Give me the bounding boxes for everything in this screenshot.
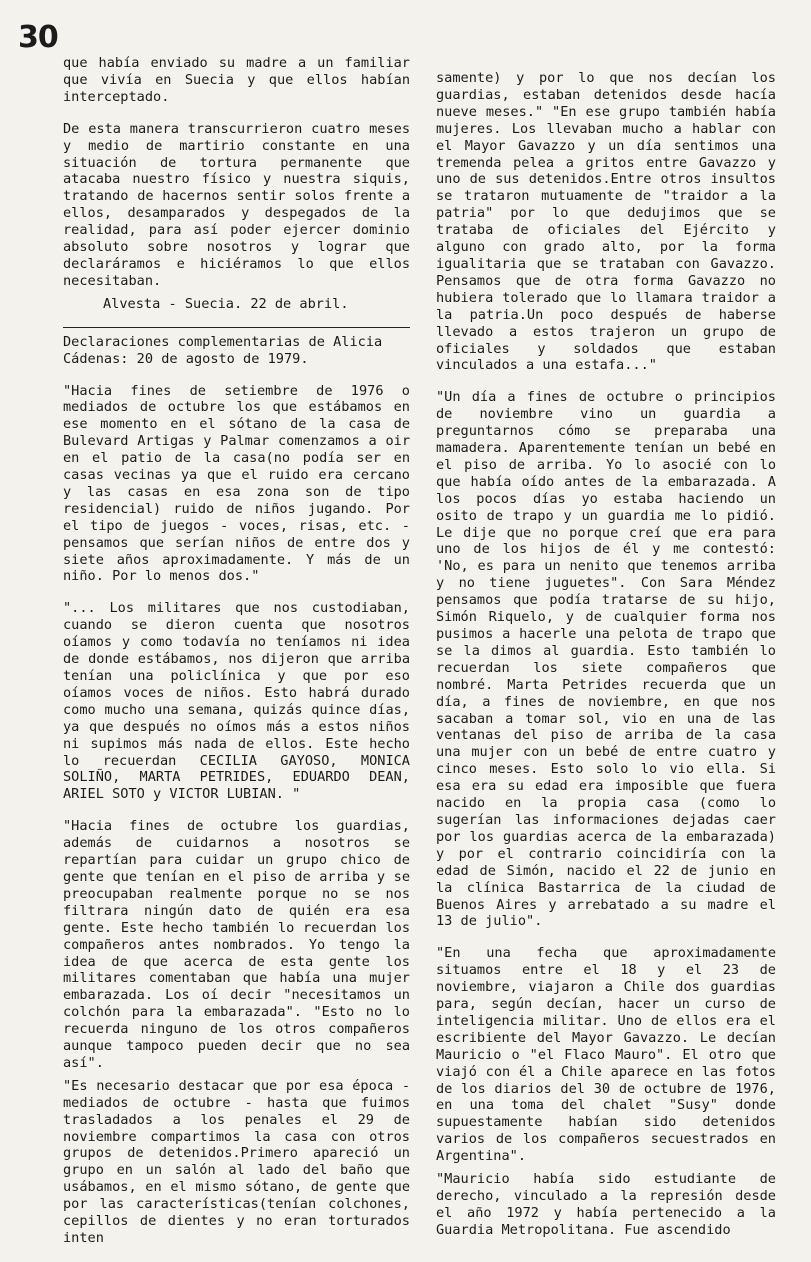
right-column xyxy=(436,70,776,1254)
left-column xyxy=(63,55,410,1262)
left-paragraph-4: "... Los militares que nos custodiaban, cuando se dieron cuenta que nosotros oíamos y como todavía no teníamos ni idea de donde estábamos, nos dijeron que arriba tenían una policlínica y que por eso oíamos voces de niños. Esto habrá durado como mucho una semana, quizás quince días, ya que después no oímos más a estos niños ni supimos más nada de ellos. Este hecho lo recuerdan CECILIA GAYOSO, MONICA SOLIÑO, MARTA PETRIDES, EDUARDO DEAN, ARIEL SOTO y VICTOR LUBIAN. " xyxy=(63,600,410,803)
left-paragraph-6: "Es necesario destacar que por esa época - mediados de octubre - hasta que fuimos trasladados a los penales el 29 de noviembre compartimos la casa con otros grupos de detenidos.Primero apareció un grupo en un salón al lado del baño que usábamos, en el mismo sótano, de gente que por las características(tenían colchones, cepillos de dientes y no eran torturados inten xyxy=(63,1077,410,1246)
right-paragraph-4: "Mauricio había sido estudiante de derecho, vinculado a la represión desde el año 1972 y había pertenecido a la Guardia Metropolitana. Fue ascendido xyxy=(436,1171,776,1238)
right-paragraph-1: samente) y por lo que nos decían los guardias, estaban detenidos desde hacía nueve meses." "En ese grupo también había mujeres. Los llevaban mucho a hablar con el Mayor Gavazzo y un día sentimos una tremenda pelea a gritos entre Gavazzo y uno de sus detenidos.Entre otros insultos se trataron mutuamente de "traidor a la patria" por lo que dedujimos que se trataba de oficiales del Ejército y alguno con grado alto, por la forma igualitaria que se trataban con Gavazzo. Pensamos que de otra forma Gavazzo no hubiera tolerado que lo llamara traidor a la patria.Un poco después de haberse llevado a estos trajeron un grupo de oficiales y soldados que estaban vinculados a una estafa..." xyxy=(436,70,776,374)
left-paragraph-3: "Hacia fines de setiembre de 1976 o mediados de octubre los que estábamos en ese momento en el sótano de la casa de Bulevard Artigas y Palmar comenzamos a oir en el patio de la casa(no podía ser en casas vecinas ya que el ruido era cercano y las casas en esa zona son de tipo residencial) ruido de niños jugando. Por el tipo de juegos - voces, risas, etc. - pensamos que serían niños de entre dos y siete años aproximadamente. Y más de un niño. Por lo menos dos." xyxy=(63,382,410,585)
left-paragraph-2: De esta manera transcurrieron cuatro meses y medio de martirio constante en una situación de tortura permanente que atacaba nuestro físico y nuestra siquis, tratando de hacernos sentir solos frente a ellos, desamparados y despegados de la realidad, para así poder ejercer dominio absoluto sobre nosotros y lograr que declaráramos e hiciéramos lo que ellos necesitaban. xyxy=(63,120,410,289)
signature-place-date: Alvesta - Suecia. 22 de abril. xyxy=(103,295,349,312)
right-paragraph-3: "En una fecha que aproximadamente situamos entre el 18 y el 23 de noviembre, viajaron a Chile dos guardias para, según decían, hacer un curso de inteligencia militar. Uno de ellos era el escribiente del Mayor Gavazzo. Le decían Mauricio o "el Flaco Mauro". El otro que viajó con él a Chile aparece en las fotos de los diarios del 30 de octubre de 1976, en una toma del chalet "Susy" donde supuestamente habían sido detenidos varios de los compañeros secuestrados en Argentina". xyxy=(436,945,776,1165)
page-number: 30 xyxy=(18,20,58,55)
section-divider xyxy=(63,327,410,328)
left-paragraph-5: "Hacia fines de octubre los guardias, además de cuidarnos a nosotros se repartían para cuidar un grupo chico de gente que tenían en el piso de arriba y se preocupaban realmente porque no se nos filtrara ningún dato de quién era esa gente. Este hecho también lo recuerdan los compañeros antes nombrados. Yo tengo la idea de que acerca de esta gente los militares comentaban que había una mujer embarazada. Los oí decir "necesitamos un colchón para la embarazada". "Esto no lo recuerda ninguno de los otros compañeros aunque tampoco pueden decir que no sea así". xyxy=(63,818,410,1071)
section-heading: Declaraciones complementarias de Alicia Cádenas: 20 de agosto de 1979. xyxy=(63,333,383,367)
right-paragraph-2: "Un día a fines de octubre o principios de noviembre vino un guardia a preguntarnos cómo se preparaba una mamadera. Aparentemente tenían un bebé en el piso de arriba. Yo lo asocié con lo que había oído antes de la embarazada. A los pocos días yo estaba haciendo un osito de trapo y un guardia me lo pidió. Le dije que no porque creí que era para uno de los hijos de él y me contestó: 'No, es para un nenito que tenemos arriba y no tiene juguetes". Con Sara Méndez pensamos que podía tratarse de su hijo, Simón Riquelo, y de cualquier forma nos pusimos a hacerle una pelota de trapo que se la dimos al guardia. Esto también lo recuerdan los siete compañeros que nombré. Marta Petrides recuerda que un día, a fines de noviembre, en que nos sacaban a tomar sol, vio en una de las ventanas del piso de arriba de la casa una mujer con un bebé de entre cuatro y cinco meses. Esto solo lo vio ella. Si esa era su edad era imposible que fuera nacido en la propia casa (como lo sugerían las informaciones dejadas caer por los guardias acerca de la embarazada) y por el contrario coincidiría con la edad de Simón, nacido el 22 de junio en la clínica Bastarrica de la ciudad de Buenos Aires y arrebatado a su madre el 13 de julio". xyxy=(436,389,776,930)
left-paragraph-1: que había enviado su madre a un familiar que vivía en Suecia y que ellos habían interceptado. xyxy=(63,55,410,105)
